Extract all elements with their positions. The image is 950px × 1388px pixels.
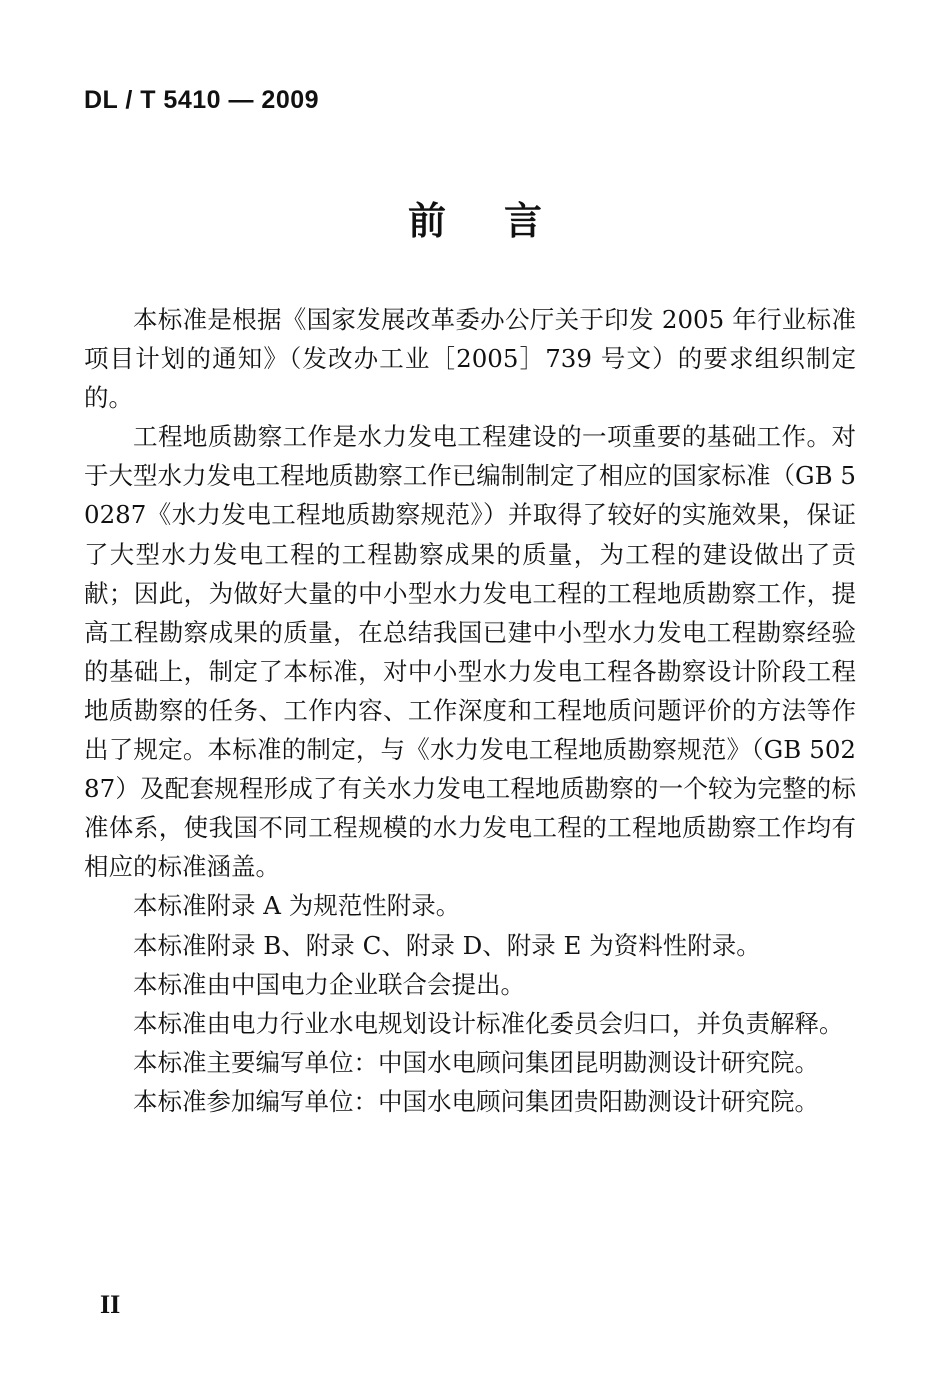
paragraph-informative-appendix: 本标准附录 B、附录 C、附录 D、附录 E 为资料性附录。	[133, 930, 761, 960]
page-title: 前言	[407, 199, 600, 243]
paragraph-main-drafter: 本标准主要编写单位：中国水电顾问集团昆明勘测设计研究院。	[133, 1047, 819, 1077]
foreword-body	[84, 300, 856, 1121]
paragraph-background: 工程地质勘察工作是水力发电工程建设的一项重要的基础工作。对于大型水力发电工程地质勘察工作已编制制定了相应的国家标准（GB 50287《水力发电工程地质勘察规范》）并取得了较好的实施效果，保证了大型水力发电工程的工程勘察成果的质量，为工程的建设做出了贡献；因此，为做好大量的中小型水力发电工程的工程地质勘察工作，提高工程勘察成果的质量，在总结我国已建中小型水力发电工程勘察经验的基础上，制定了本标准，对中小型水力发电工程各勘察设计阶段工程地质勘察的任务、工作内容、工作深度和工程地质问题评价的方法等作出了规定。本标准的制定，与《水力发电工程地质勘察规范》（GB 50287）及配套规程形成了有关水力发电工程地质勘察的一个较为完整的标准体系，使我国不同工程规模的水力发电工程的工程地质勘察工作均有相应的标准涵盖。	[84, 422, 856, 882]
paragraph-plan-basis: 本标准是根据《国家发展改革委办公厅关于印发 2005 年行业标准项目计划的通知》（发改办工业［2005］739 号文）的要求组织制定的。	[84, 305, 856, 413]
paragraph-normative-appendix: 本标准附录 A 为规范性附录。	[133, 891, 461, 921]
paragraph-proposer: 本标准由中国电力企业联合会提出。	[133, 969, 525, 999]
paragraph-administrator: 本标准由电力行业水电规划设计标准化委员会归口，并负责解释。	[133, 1008, 844, 1038]
standard-code: DL / T 5410 — 2009	[84, 86, 320, 114]
page-number: II	[100, 1290, 121, 1319]
paragraph-participating-drafter: 本标准参加编写单位：中国水电顾问集团贵阳勘测设计研究院。	[133, 1086, 819, 1116]
